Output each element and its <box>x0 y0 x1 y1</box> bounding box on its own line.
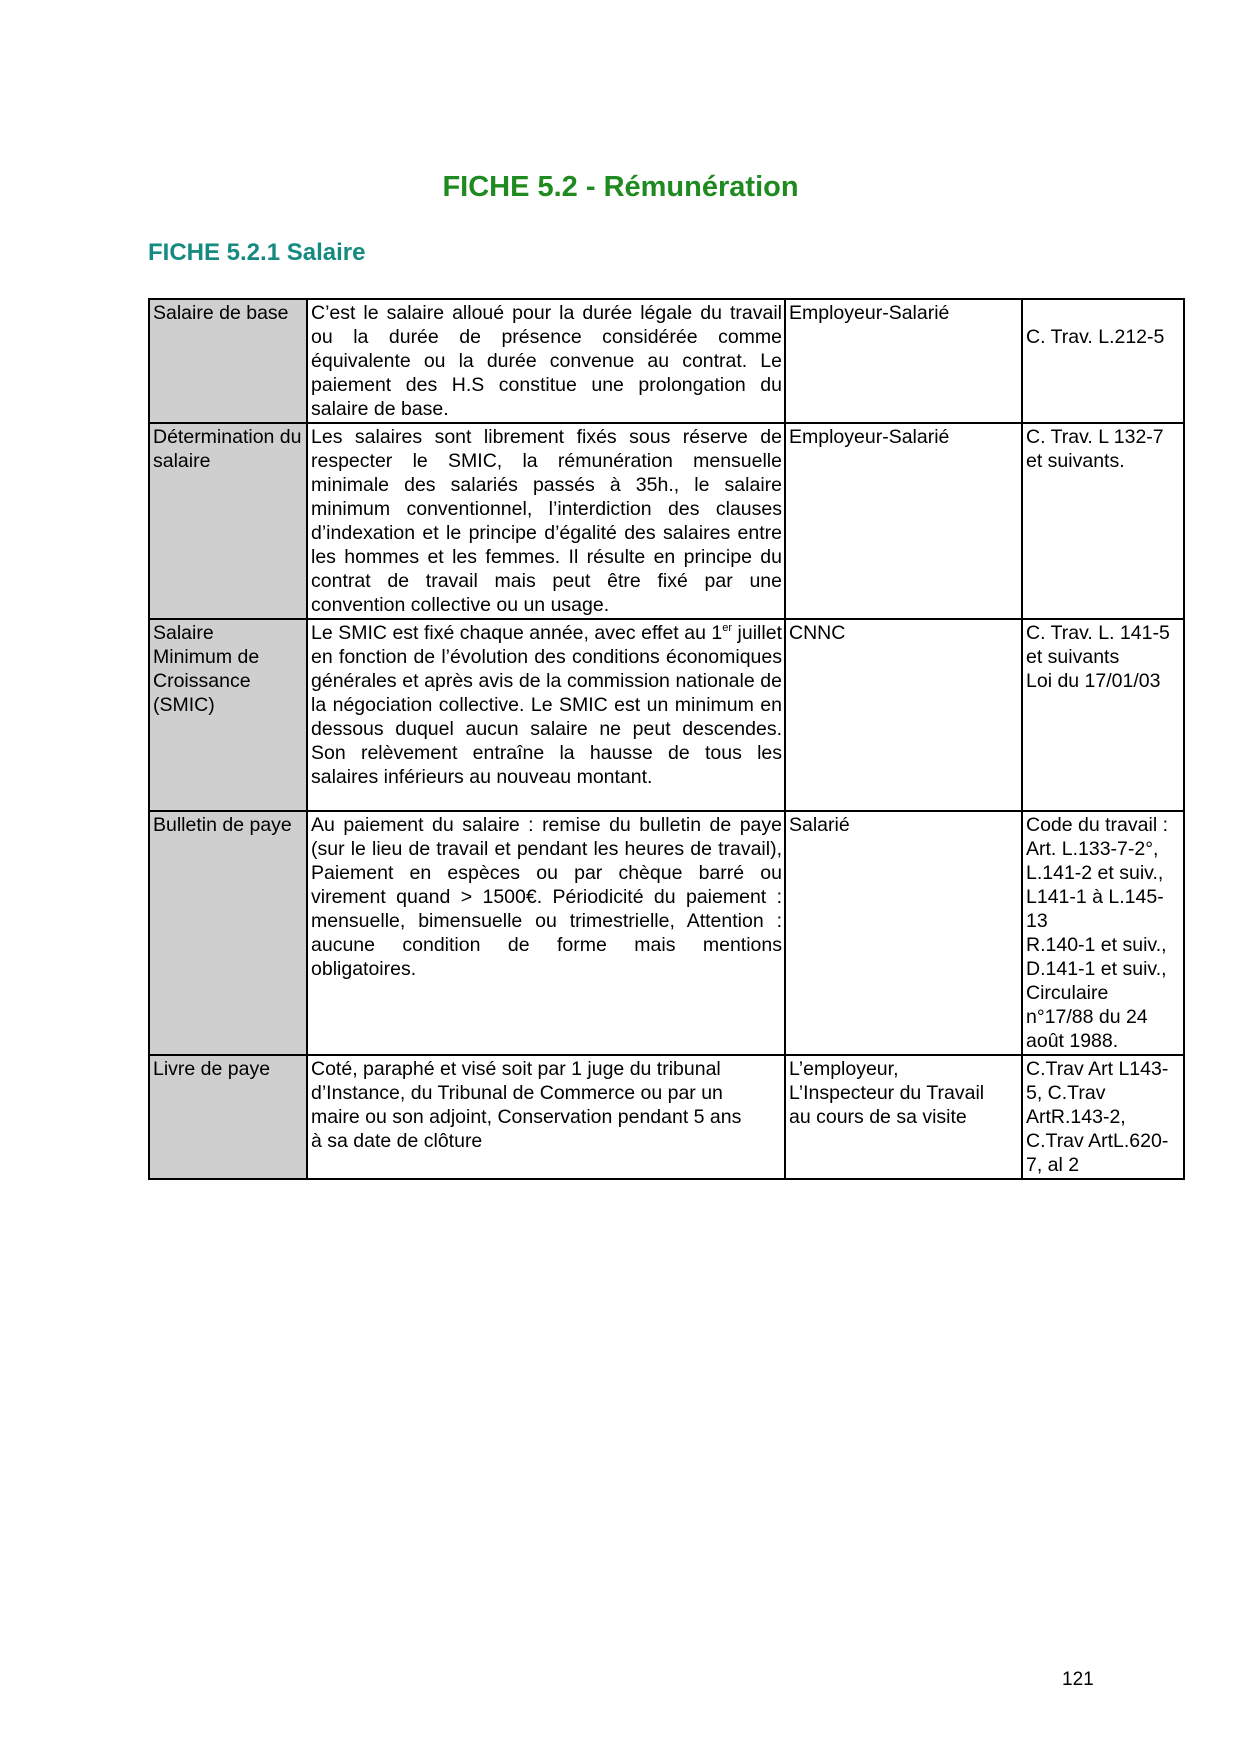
reference-line: ArtR.143-2, <box>1026 1106 1126 1128</box>
reference-line: août 1988. <box>1026 1030 1119 1052</box>
row-reference: C. Trav. L.212-5 <box>1022 299 1184 423</box>
row-description <box>307 619 785 811</box>
row-actor: Salarié <box>785 811 1022 1055</box>
reference-line: C. Trav. L. 141-5 <box>1026 622 1170 644</box>
reference-line: 7, al 2 <box>1026 1154 1080 1176</box>
row-reference <box>1022 811 1184 1055</box>
reference-line: L141-1 à L.145- <box>1026 886 1164 908</box>
row-actor: Employeur-Salarié <box>785 423 1022 619</box>
row-label: Détermination du salaire <box>149 423 307 619</box>
label-line: Croissance <box>153 670 251 692</box>
reference-line: Art. L.133-7-2°, <box>1026 838 1159 860</box>
description-text: Le SMIC est fixé chaque année, avec effet au 1 <box>311 622 723 644</box>
actor-line: L’Inspecteur du Travail <box>789 1082 985 1104</box>
reference-line: R.140-1 et suiv., <box>1026 934 1167 956</box>
section-title: FICHE 5.2.1 Salaire <box>148 239 366 266</box>
row-actor <box>785 1055 1022 1179</box>
description-line: à sa date de clôture <box>311 1130 483 1152</box>
row-reference <box>1022 1055 1184 1179</box>
row-reference: C. Trav. L 132-7 et suivants. <box>1022 423 1184 619</box>
row-label: Livre de paye <box>149 1055 307 1179</box>
actor-line: L’employeur, <box>789 1058 899 1080</box>
page-number: 121 <box>1062 1669 1094 1690</box>
reference-line: 13 <box>1026 910 1048 932</box>
table-row <box>149 619 1184 811</box>
reference-line: Circulaire <box>1026 982 1109 1004</box>
reference-line: 5, C.Trav <box>1026 1082 1106 1104</box>
row-actor: Employeur-Salarié <box>785 299 1022 423</box>
row-actor: CNNC <box>785 619 1022 811</box>
reference-line: et suivants <box>1026 646 1120 668</box>
table-row <box>149 811 1184 1055</box>
salary-rules-table <box>148 298 1185 1180</box>
reference-line: C.Trav ArtL.620- <box>1026 1130 1169 1152</box>
row-description <box>307 1055 785 1179</box>
row-description: Les salaires sont librement fixés sous réserve de respecter le SMIC, la rémunération mensuelle minimale des salariés passés à 35h., le salaire minimum conventionnel, l’interdiction des clauses d’indexation et le principe d’égalité des salaires entre les hommes et les femmes. Il résulte en principe du contrat de travail mais peut être fixé par une convention collective ou un usage. <box>307 423 785 619</box>
reference-line: L.141-2 et suiv., <box>1026 862 1164 884</box>
label-line: Salaire <box>153 622 214 644</box>
page-title: FICHE 5.2 - Rémunération <box>442 171 799 203</box>
description-line: Coté, paraphé et visé soit par 1 juge du tribunal <box>311 1058 721 1080</box>
table-row <box>149 423 1184 619</box>
label-line: Minimum de <box>153 646 260 668</box>
reference-line: Loi du 17/01/03 <box>1026 670 1161 692</box>
row-label: Salaire de base <box>149 299 307 423</box>
row-label <box>149 619 307 811</box>
reference-line: C.Trav Art L143- <box>1026 1058 1169 1080</box>
table-row <box>149 299 1184 423</box>
ordinal-superscript: er <box>722 622 733 634</box>
description-text: juillet en fonction de l’évolution des conditions économiques générales et après avis de la commission nationale de la négociation collective. Le SMIC est un minimum en dessous duquel aucun salaire ne peut descendes. Son relèvement entraîne la hausse de tous les salaires inférieurs au nouveau montant. <box>311 622 782 788</box>
row-description: Au paiement du salaire : remise du bulletin de paye (sur le lieu de travail et pendant les heures de travail), Paiement en espèces ou par chèque barré ou virement quand > 1500€. Périodicité du paiement : mensuelle, bimensuelle ou trimestrielle, Attention : aucune condition de forme mais mentions obligatoires. <box>307 811 785 1055</box>
row-reference <box>1022 619 1184 811</box>
label-line: (SMIC) <box>153 694 215 716</box>
description-line: d’Instance, du Tribunal de Commerce ou par un <box>311 1082 723 1104</box>
reference-line: Code du travail : <box>1026 814 1168 836</box>
actor-line: au cours de sa visite <box>789 1106 967 1128</box>
reference-line: n°17/88 du 24 <box>1026 1006 1148 1028</box>
table-row <box>149 1055 1184 1179</box>
reference-line: D.141-1 et suiv., <box>1026 958 1167 980</box>
description-line: maire ou son adjoint, Conservation pendant 5 ans <box>311 1106 742 1128</box>
row-description: C’est le salaire alloué pour la durée légale du travail ou la durée de présence considérée comme équivalente ou la durée convenue au contrat. Le paiement des H.S constitue une prolongation du salaire de base. <box>307 299 785 423</box>
row-label: Bulletin de paye <box>149 811 307 1055</box>
